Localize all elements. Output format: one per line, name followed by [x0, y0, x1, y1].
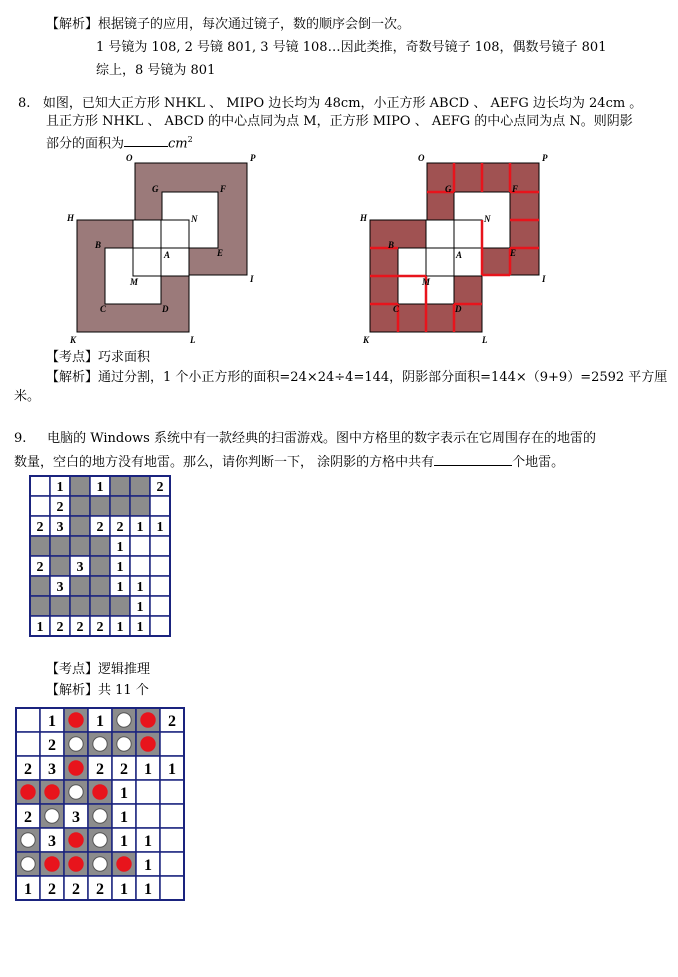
- s-grid-number-7-3: 2: [96, 880, 104, 898]
- mine-marker: [69, 833, 83, 847]
- safe-marker: [117, 713, 131, 727]
- label-I: I: [250, 274, 254, 284]
- q9-jiexi: [46, 682, 149, 700]
- label-C-2: C: [393, 304, 400, 314]
- q9-kaodian: [46, 661, 150, 679]
- safe-marker: [117, 737, 131, 751]
- mine-marker: [69, 713, 83, 727]
- q-grid-number-6-5: 1: [136, 600, 144, 616]
- label-K: K: [70, 335, 77, 345]
- q-grid-number-0-1: 1: [56, 480, 64, 496]
- q-grid-cell-1-3: [90, 496, 110, 516]
- q-grid-cell-0-5: [130, 476, 150, 496]
- label-B: B: [95, 240, 102, 250]
- q-grid-cell-4-1: [50, 556, 70, 576]
- q9-text-2b: 个地雷。: [512, 455, 565, 470]
- q-grid-cell-0-2: [70, 476, 90, 496]
- mine-marker: [93, 785, 107, 799]
- q-grid-number-0-3: 1: [96, 480, 104, 496]
- q-grid-cell-6-2: [70, 596, 90, 616]
- q9-jiexi-text: 共 11 个: [98, 683, 149, 698]
- q-grid-cell-3-3: [90, 536, 110, 556]
- mine-marker: [117, 857, 131, 871]
- q8-question-line2: 且正方形 NHKL 、 ABCD 的中心点同为点 M，正方形 MIPO 、 AEFG 的中心点同为点 N。则阴影: [46, 114, 633, 129]
- q-grid-cell-4-3: [90, 556, 110, 576]
- s-grid-number-6-5: 1: [144, 856, 152, 874]
- q-grid-cell-5-3: [90, 576, 110, 596]
- safe-marker: [21, 833, 35, 847]
- q-grid-cell-3-2: [70, 536, 90, 556]
- q-grid-cell-0-4: [110, 476, 130, 496]
- s-grid-number-2-3: 2: [96, 760, 104, 778]
- label-D-2: D: [455, 304, 462, 314]
- q-grid-cell-2-2: [70, 516, 90, 536]
- label-G-2: G: [445, 184, 452, 194]
- mine-marker: [141, 713, 155, 727]
- q-grid-cell-6-4: [110, 596, 130, 616]
- label-B-2: B: [388, 240, 395, 250]
- q-grid-number-0-6: 2: [156, 480, 164, 496]
- q-grid-cell-4-5: [130, 556, 150, 576]
- top-jiexi-line1: 根据镜子的应用，每次通过镜子，数的顺序会倒一次。: [98, 17, 411, 32]
- q-grid-number-7-5: 1: [136, 620, 144, 636]
- q-grid-cell-4-6: [150, 556, 170, 576]
- q-grid-number-7-0: 1: [36, 620, 44, 636]
- s-grid-number-3-4: 1: [120, 784, 128, 802]
- label-E-2: E: [510, 248, 517, 258]
- q-grid-number-4-4: 1: [116, 560, 124, 576]
- q9-text-2a: 数量，空白的地方没有地雷。那么，请你判断一下， 涂阴影的方格中共有: [14, 455, 435, 470]
- safe-marker: [93, 833, 107, 847]
- q-grid-number-2-1: 3: [56, 520, 64, 536]
- q9-number: 9.: [14, 431, 27, 446]
- label-P: P: [250, 153, 256, 163]
- q-grid-cell-1-5: [130, 496, 150, 516]
- q-grid-cell-3-0: [30, 536, 50, 556]
- label-A: A: [164, 250, 171, 260]
- q-grid-cell-7-6: [150, 616, 170, 636]
- q-grid-number-7-3: 2: [96, 620, 104, 636]
- s-grid-number-4-4: 1: [120, 808, 128, 826]
- q-grid-cell-1-6: [150, 496, 170, 516]
- q9-question-line2: [14, 452, 564, 472]
- q8-jiexi-cont: 米。: [14, 389, 41, 404]
- s-grid-number-2-1: 3: [48, 760, 56, 778]
- safe-marker: [93, 809, 107, 823]
- s-grid-number-0-1: 1: [48, 712, 56, 730]
- q-grid-number-7-4: 1: [116, 620, 124, 636]
- q9-kaodian-text: 逻辑推理: [98, 662, 151, 677]
- kaodian-tag: 【考点】: [46, 350, 99, 365]
- mine-marker: [45, 785, 59, 799]
- q8-kaodian: [46, 349, 150, 367]
- safe-marker: [69, 785, 83, 799]
- s-grid-number-7-4: 1: [120, 880, 128, 898]
- s-grid-number-2-5: 1: [144, 760, 152, 778]
- safe-marker: [45, 809, 59, 823]
- s-grid-number-5-1: 3: [48, 832, 56, 850]
- label-K-2: K: [363, 335, 370, 345]
- q-grid-number-2-4: 2: [116, 520, 124, 536]
- q8-unit: cm: [168, 136, 188, 152]
- q8-question-line1: [18, 95, 642, 113]
- q9-question-line1: [14, 430, 596, 448]
- q8-answer-blank[interactable]: [124, 133, 168, 147]
- jiexi-tag: 【解析】: [46, 17, 99, 32]
- q-grid-number-7-2: 2: [76, 620, 84, 636]
- s-grid-number-4-2: 3: [72, 808, 80, 826]
- s-grid-cell-6-6: [160, 852, 184, 876]
- label-N: N: [191, 214, 198, 224]
- q-grid-cell-6-6: [150, 596, 170, 616]
- mine-marker: [21, 785, 35, 799]
- label-M: M: [130, 277, 139, 287]
- label-C: C: [100, 304, 107, 314]
- q-grid-number-2-5: 1: [136, 520, 144, 536]
- label-D: D: [162, 304, 169, 314]
- q9-text-1: 电脑的 Windows 系统中有一款经典的扫雷游戏。图中方格里的数字表示在它周围存在的地雷的: [47, 431, 596, 446]
- s-grid-number-4-0: 2: [24, 808, 32, 826]
- s-grid-cell-5-6: [160, 828, 184, 852]
- s-grid-number-5-4: 1: [120, 832, 128, 850]
- q-grid-number-7-1: 2: [56, 620, 64, 636]
- q-grid-cell-1-4: [110, 496, 130, 516]
- safe-marker: [93, 737, 107, 751]
- q-grid-number-5-4: 1: [116, 580, 124, 596]
- top-jiexi: [46, 16, 410, 34]
- s-grid-cell-1-6: [160, 732, 184, 756]
- q8-text-1: 如图，已知大正方形 NHKL 、 MIPO 边长均为 48cm，小正方形 ABCD 、 AEFG 边长均为 24cm 。: [42, 96, 643, 111]
- label-M-2: M: [422, 277, 431, 287]
- safe-marker: [21, 857, 35, 871]
- s-grid-number-1-1: 2: [48, 736, 56, 754]
- q-grid-cell-1-0: [30, 496, 50, 516]
- s-grid-number-7-1: 2: [48, 880, 56, 898]
- s-grid-cell-4-6: [160, 804, 184, 828]
- label-F: F: [220, 184, 227, 194]
- label-F-2: F: [512, 184, 519, 194]
- q-grid-number-3-4: 1: [116, 540, 124, 556]
- q-grid-number-1-1: 2: [56, 500, 64, 516]
- q-grid-number-4-2: 3: [76, 560, 84, 576]
- q8-number: 8.: [18, 96, 31, 111]
- label-N-2: N: [484, 214, 491, 224]
- s-grid-cell-4-5: [136, 804, 160, 828]
- q-grid-number-2-0: 2: [36, 520, 44, 536]
- label-E: E: [217, 248, 224, 258]
- s-grid-number-0-6: 2: [168, 712, 176, 730]
- s-grid-cell-7-6: [160, 876, 184, 900]
- label-I-2: I: [542, 274, 546, 284]
- q-grid-cell-3-5: [130, 536, 150, 556]
- mine-marker: [45, 857, 59, 871]
- s-grid-number-2-6: 1: [168, 760, 176, 778]
- s-grid-number-2-0: 2: [24, 760, 32, 778]
- q8-unit-sup: 2: [187, 135, 193, 144]
- q-grid-number-4-0: 2: [36, 560, 44, 576]
- label-L: L: [190, 335, 196, 345]
- s-grid-cell-3-6: [160, 780, 184, 804]
- mine-marker: [69, 857, 83, 871]
- s-grid-cell-1-0: [16, 732, 40, 756]
- kaodian-tag: 【考点】: [46, 662, 99, 677]
- q8-kaodian-text: 巧求面积: [98, 350, 151, 365]
- q-grid-cell-1-2: [70, 496, 90, 516]
- s-grid-number-0-3: 1: [96, 712, 104, 730]
- s-grid-number-7-0: 1: [24, 880, 32, 898]
- q8-jiexi: [46, 369, 667, 387]
- minesweeper-grid-question: [29, 475, 171, 637]
- q-grid-cell-3-6: [150, 536, 170, 556]
- top-jiexi-line3: 综上，8 号镜为 801: [96, 63, 216, 78]
- q8-text-3: 部分的面积为: [46, 136, 125, 152]
- q8-figure-right: [356, 150, 596, 350]
- s-grid-cell-0-0: [16, 708, 40, 732]
- q-grid-cell-5-0: [30, 576, 50, 596]
- q-grid-number-2-6: 1: [156, 520, 164, 536]
- s-grid-cell-3-5: [136, 780, 160, 804]
- label-O-2: O: [418, 153, 425, 163]
- q9-answer-blank[interactable]: [434, 452, 512, 466]
- q-grid-number-5-5: 1: [136, 580, 144, 596]
- mine-marker: [69, 761, 83, 775]
- q8-figure-left: [60, 150, 300, 350]
- q-grid-cell-6-3: [90, 596, 110, 616]
- q-grid-cell-5-6: [150, 576, 170, 596]
- safe-marker: [93, 857, 107, 871]
- label-O: O: [126, 153, 133, 163]
- jiexi-tag: 【解析】: [46, 683, 99, 698]
- q-grid-number-2-3: 2: [96, 520, 104, 536]
- label-P-2: P: [542, 153, 548, 163]
- q-grid-cell-0-0: [30, 476, 50, 496]
- q-grid-cell-6-0: [30, 596, 50, 616]
- minesweeper-grid-solution: [15, 707, 187, 905]
- s-grid-number-7-5: 1: [144, 880, 152, 898]
- s-grid-number-5-5: 1: [144, 832, 152, 850]
- label-G: G: [152, 184, 159, 194]
- label-A-2: A: [456, 250, 463, 260]
- s-grid-number-7-2: 2: [72, 880, 80, 898]
- label-H: H: [67, 213, 75, 223]
- label-H-2: H: [360, 213, 368, 223]
- jiexi-tag: 【解析】: [46, 370, 99, 385]
- q-grid-cell-3-1: [50, 536, 70, 556]
- q-grid-cell-5-2: [70, 576, 90, 596]
- s-grid-number-2-4: 2: [120, 760, 128, 778]
- safe-marker: [69, 737, 83, 751]
- q8-jiexi-text: 通过分割，1 个小正方形的面积=24×24÷4=144，阴影部分面积=144×（9+9）=2592 平方厘: [98, 370, 668, 385]
- q-grid-number-5-1: 3: [56, 580, 64, 596]
- q-grid-cell-6-1: [50, 596, 70, 616]
- mine-marker: [141, 737, 155, 751]
- label-L-2: L: [482, 335, 488, 345]
- top-jiexi-line2: 1 号镜为 108, 2 号镜 801, 3 号镜 108…因此类推，奇数号镜子 108，偶数号镜子 801: [96, 40, 607, 55]
